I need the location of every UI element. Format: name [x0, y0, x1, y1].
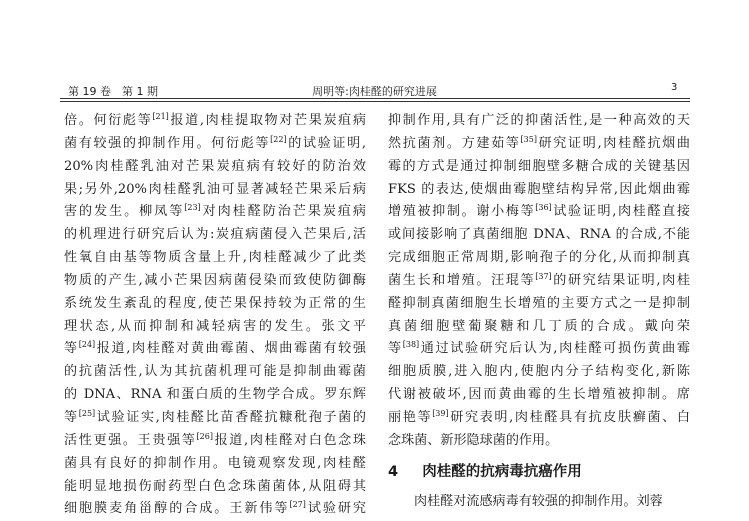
line-text: 等	[388, 341, 403, 357]
citation-ref: [36]	[535, 203, 552, 213]
text-line	[64, 498, 366, 521]
section-body	[388, 491, 690, 514]
citation-ref: [38]	[402, 340, 420, 350]
text-line	[64, 407, 366, 430]
line-text-cont: 研究证明,肉桂醛抗烟曲	[536, 135, 690, 151]
text-line	[64, 133, 366, 156]
text-line	[388, 247, 690, 270]
text-line	[388, 361, 690, 384]
line-text-cont: 试验证实,肉桂醛比苗香醛抗糠秕孢子菌的	[95, 409, 366, 425]
text-line	[64, 110, 366, 133]
journal-volume-issue: 第 19 卷 第 1 期	[68, 85, 158, 98]
line-text: 念珠菌、新形隐球菌的作用。	[388, 432, 559, 448]
right-column-body	[388, 110, 690, 453]
page-header	[0, 80, 749, 100]
line-text: 然抗菌剂。方建茹等	[388, 135, 521, 151]
text-line	[64, 361, 366, 384]
text-line	[388, 224, 690, 247]
text-line	[64, 430, 366, 453]
line-text: FKS 的表达,使烟曲霉胞壁结构异常,因此烟曲霉	[388, 181, 690, 197]
text-line	[64, 201, 366, 224]
page-number: 3	[671, 82, 678, 93]
line-text: 的机理进行研究后认为:炭疽病菌侵入芒果后,活	[64, 227, 366, 243]
left-column	[64, 110, 366, 521]
line-text: 细胞质膜,进入胞内,使胞内分子结构变化,新陈	[388, 364, 690, 380]
line-text: 等	[64, 409, 79, 425]
citation-ref: [21]	[152, 112, 169, 121]
line-text: 霉的方式是通过抑制细胞壁多糖合成的关键基因	[388, 158, 690, 174]
line-text-cont: 通过试验研究后认为,肉桂醛可损伤黄曲霉	[419, 341, 690, 357]
line-text: 的 DNA、RNA 和蛋白质的生物学合成。罗东辉	[64, 387, 366, 403]
line-text: 完成细胞正常周期,影响孢子的分化,从而抑制真	[388, 250, 690, 266]
line-text: 20%肉桂醛乳油对芒果炭疽病有较好的防治效	[64, 158, 366, 174]
text-line	[388, 156, 690, 179]
text-line	[388, 133, 690, 156]
section-number: 4	[388, 463, 399, 480]
text-line	[64, 338, 366, 361]
text-line	[388, 384, 690, 407]
line-text: 能明显地损伤耐药型白色念珠菌菌体,从阻碍其	[64, 478, 366, 494]
text-line	[388, 430, 690, 453]
line-text: 等	[64, 341, 79, 357]
text-line	[64, 293, 366, 316]
line-text: 醛抑制真菌细胞生长增殖的主要方式之一是抑制	[388, 295, 690, 311]
line-text: 真菌细胞壁葡聚糖和几丁质的合成。戴向荣	[388, 318, 690, 334]
citation-ref: [35]	[520, 134, 537, 144]
line-text-cont: 报道,肉桂提取物对芒果炭疽病	[168, 113, 366, 128]
line-text: 菌生长和增殖。汪琨等	[388, 272, 536, 288]
line-text-cont: 的研究结果证明,肉桂	[551, 272, 690, 288]
citation-ref: [27]	[289, 500, 306, 510]
right-column	[388, 110, 690, 514]
text-line	[388, 293, 690, 316]
line-text-cont: 研究表明,肉桂醛具有抗皮肤癣菌、白	[448, 409, 690, 425]
line-text: 菌有较强的抑制作用。何衍彪等	[64, 135, 271, 151]
text-line	[64, 247, 366, 270]
line-text: 肉桂醛对流感病毒有较强的抑制作用。刘蓉	[414, 493, 663, 509]
line-text: 细胞膜麦角甾醇的合成。王新伟等	[64, 501, 290, 517]
citation-ref: [39]	[432, 408, 449, 418]
line-text: 理状态,从而抑制和减轻病害的发生。张文平	[64, 318, 366, 334]
text-line	[388, 270, 690, 293]
text-line	[64, 179, 366, 202]
line-text-cont: 对肉桂醛防治芒果炭疽病	[200, 204, 366, 220]
citation-ref: [22]	[270, 134, 287, 144]
line-text: 物质的产生,减小芒果因病菌侵染而致使防御酶	[64, 272, 366, 288]
running-title: 周明等:肉桂醛的研究进展	[312, 85, 437, 98]
line-text: 增殖被抑制。谢小梅等	[388, 204, 536, 220]
header-rule-top	[60, 98, 690, 99]
line-text-cont: 的试验证明,	[286, 135, 366, 151]
line-text: 丽艳等	[388, 409, 433, 425]
line-text-cont: 试验证明,肉桂醛直接	[551, 204, 690, 220]
citation-ref: [26]	[196, 431, 213, 441]
line-text: 害的发生。柳凤等	[64, 204, 185, 220]
text-line	[388, 316, 690, 339]
text-line	[388, 338, 690, 361]
line-text: 抑制作用,具有广泛的抑菌活性,是一种高效的天	[388, 113, 690, 128]
text-line	[388, 407, 690, 430]
citation-ref: [24]	[78, 340, 96, 350]
section-title: 肉桂醛的抗病毒抗癌作用	[422, 463, 582, 480]
line-text: 活性更强。王贵强等	[64, 432, 197, 448]
line-text-cont: 报道,肉桂醛对黄曲霉菌、烟曲霉菌有较强	[95, 341, 366, 357]
text-line	[388, 491, 690, 514]
text-line	[64, 453, 366, 476]
line-text-cont: 试验研究	[305, 501, 366, 517]
line-text: 系统发生紊乱的程度,使芒果保持较为正常的生	[64, 295, 366, 311]
citation-ref: [37]	[535, 271, 552, 281]
text-line	[64, 156, 366, 179]
text-line	[388, 201, 690, 224]
text-line	[388, 110, 690, 133]
line-text: 的抗菌活性,认为其抗菌机理可能是抑制曲霉菌	[64, 364, 366, 380]
text-line	[64, 270, 366, 293]
text-line	[64, 476, 366, 499]
line-text: 菌具有良好的抑制作用。电镜观察发现,肉桂醛	[64, 455, 366, 471]
line-text: 性氧自由基等物质含量上升,肉桂醛减少了此类	[64, 250, 366, 266]
text-line	[388, 179, 690, 202]
citation-ref: [25]	[78, 408, 96, 418]
text-line	[64, 224, 366, 247]
line-text-cont: 报道,肉桂醛对白色念珠	[212, 432, 366, 448]
section-heading	[388, 461, 690, 483]
line-text: 或间接影响了真菌细胞 DNA、RNA 的合成,不能	[388, 227, 690, 243]
line-text: 倍。何衍彪等	[64, 113, 153, 128]
line-text: 代谢被破坏,因而黄曲霉的生长增殖被抑制。席	[388, 387, 690, 403]
text-line	[64, 316, 366, 339]
text-line	[64, 384, 366, 407]
citation-ref: [23]	[184, 203, 201, 213]
line-text: 果;另外,20%肉桂醛乳油可显著减轻芒果采后病	[64, 181, 366, 197]
header-rule-bottom	[60, 101, 690, 102]
